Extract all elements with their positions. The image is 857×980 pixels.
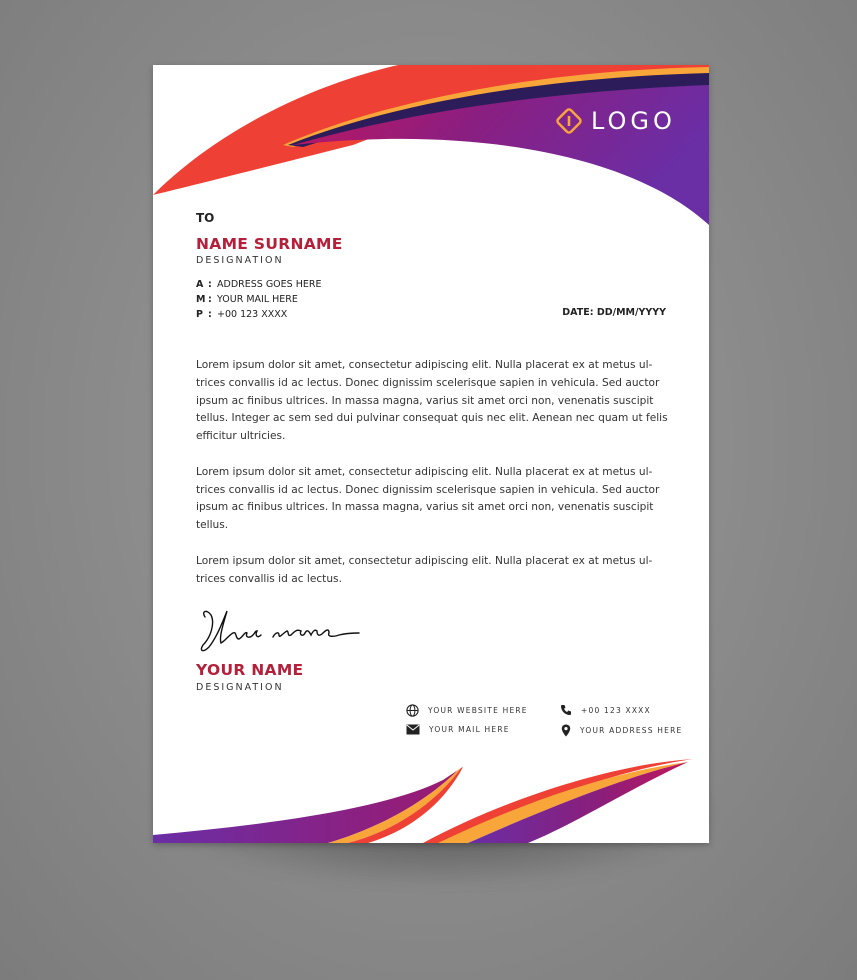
- contact-value: YOUR MAIL HERE: [217, 294, 298, 305]
- recipient-name: NAME SURNAME: [196, 235, 343, 253]
- footer-address-text: YOUR ADDRESS HERE: [580, 726, 683, 735]
- body-paragraph: Lorem ipsum dolor sit amet, consectetur adipiscing elit. Nulla placerat ex at metus ul-trices convallis id ac lectus. Donec dignissim scelerisque sapien in vehicula. Sed auctor ipsum ac finibus ultrices. In massa magna, varius sit amet orci non, venenatis suscipit tellus.: [196, 465, 660, 532]
- bottom-right-purple: [468, 762, 688, 843]
- footer-website-text: YOUR WEBSITE HERE: [428, 706, 528, 715]
- phone-icon: [560, 704, 572, 716]
- handwritten-signature: [193, 601, 363, 661]
- footer-website: [406, 704, 528, 717]
- contact-key: M: [196, 294, 206, 305]
- contact-separator: :: [208, 279, 212, 290]
- contact-row-address: [196, 277, 321, 292]
- contact-separator: :: [208, 309, 212, 320]
- recipient-contacts: [196, 277, 321, 322]
- sender-designation: DESIGNATION: [196, 682, 284, 693]
- footer-mail-text: YOUR MAIL HERE: [429, 725, 510, 734]
- footer-phone-text: +00 123 XXXX: [581, 705, 651, 715]
- recipient-designation: DESIGNATION: [196, 255, 284, 266]
- footer-mail: [406, 724, 510, 735]
- contact-row-phone: [196, 307, 321, 322]
- mail-icon: [406, 724, 420, 735]
- body-paragraph: Lorem ipsum dolor sit amet, consectetur adipiscing elit. Nulla placerat ex at metus ul-trices convallis id ac lectus.: [196, 554, 653, 585]
- to-label: TO: [196, 211, 215, 225]
- contact-value: ADDRESS GOES HERE: [217, 279, 322, 290]
- diamond-logo-icon: [555, 107, 583, 135]
- contact-value: +00 123 XXXX: [217, 309, 288, 320]
- company-logo: [555, 107, 676, 135]
- contact-key: A: [196, 279, 204, 290]
- contact-key: P: [196, 309, 203, 320]
- sender-name: YOUR NAME: [196, 661, 304, 679]
- footer-phone: [560, 704, 651, 716]
- globe-icon: [406, 704, 419, 717]
- location-pin-icon: [561, 724, 571, 737]
- letter-body: [196, 357, 668, 606]
- body-paragraph: Lorem ipsum dolor sit amet, consectetur adipiscing elit. Nulla placerat ex at metus ul-trices convallis id ac lectus. Donec dignissim scelerisque sapien in vehicula. Sed auctor ipsum ac finibus ultrices. In massa magna, varius sit amet orci non, venenatis suscipit tellus. Integer ac sem sed dui pulvinar consequat quis nec elit. Aenean nec quam ut felis efficitur ultricies.: [196, 359, 668, 443]
- footer-address: [561, 724, 682, 737]
- letter-date: DATE: DD/MM/YYYY: [562, 307, 666, 318]
- logo-text: LOGO: [591, 107, 676, 135]
- contact-separator: :: [208, 294, 212, 305]
- letterhead-page: [153, 65, 709, 843]
- contact-row-mail: [196, 292, 321, 307]
